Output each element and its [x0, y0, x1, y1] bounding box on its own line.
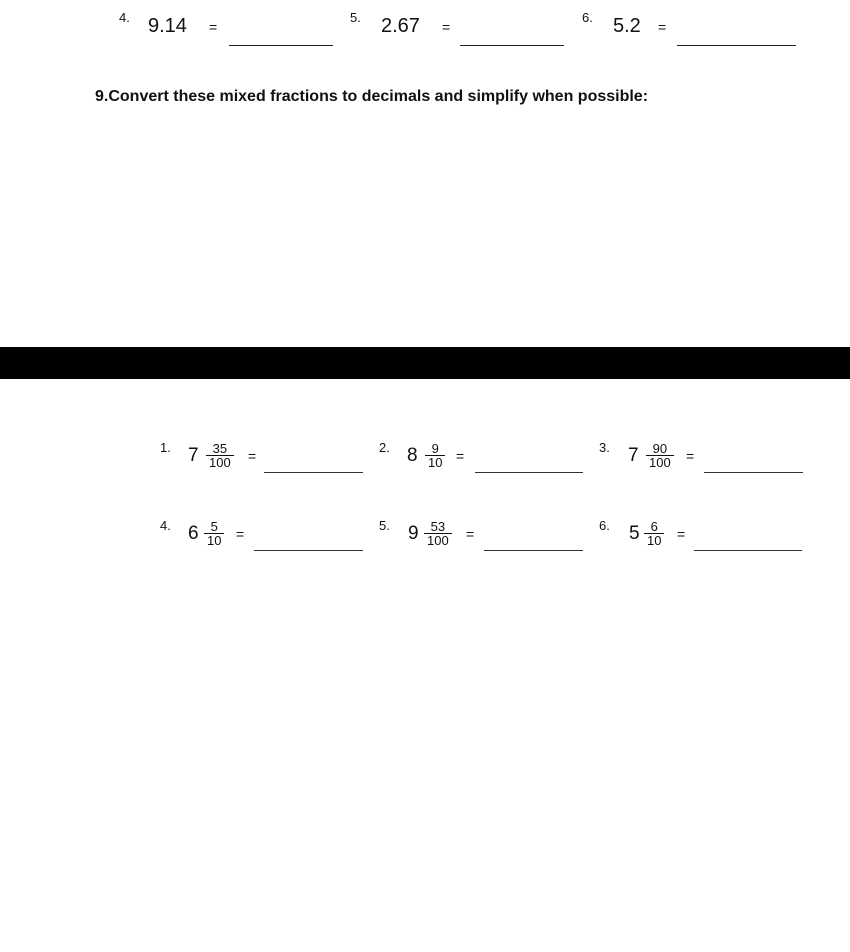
- item-number: 6.: [582, 10, 593, 25]
- denominator: 100: [206, 455, 234, 469]
- whole-part: 7: [188, 445, 199, 466]
- equals-sign: =: [209, 19, 218, 35]
- equals-sign: =: [658, 19, 667, 35]
- fraction: [425, 442, 445, 469]
- item-number: 2.: [379, 440, 390, 455]
- fraction: [644, 520, 664, 547]
- denominator: 10: [204, 533, 224, 547]
- whole-part: 7: [628, 445, 639, 466]
- numerator: 5: [210, 519, 218, 534]
- answer-blank[interactable]: [460, 45, 564, 46]
- answer-blank[interactable]: [229, 45, 333, 46]
- fraction: [204, 520, 224, 547]
- equals-sign: =: [236, 526, 245, 542]
- equals-sign: =: [466, 526, 475, 542]
- answer-blank[interactable]: [677, 45, 796, 46]
- equals-sign: =: [456, 448, 465, 464]
- answer-blank[interactable]: [694, 550, 802, 551]
- equals-sign: =: [442, 19, 451, 35]
- item-number: 5.: [379, 518, 390, 533]
- decimal-value: 9.14: [148, 15, 187, 37]
- question-heading: 9.Convert these mixed fractions to decimals and simplify when possible:: [95, 88, 649, 105]
- numerator: 53: [430, 519, 446, 534]
- denominator: 10: [644, 533, 664, 547]
- black-divider-bar: [0, 347, 850, 379]
- denominator: 100: [424, 533, 452, 547]
- answer-blank[interactable]: [704, 472, 803, 473]
- decimal-value: 2.67: [381, 15, 420, 37]
- equals-sign: =: [248, 448, 257, 464]
- item-number: 5.: [350, 10, 361, 25]
- numerator: 9: [431, 441, 439, 456]
- equals-sign: =: [677, 526, 686, 542]
- whole-part: 5: [629, 523, 640, 544]
- item-number: 4.: [160, 518, 171, 533]
- decimal-value: 5.2: [613, 15, 641, 37]
- numerator: 6: [650, 519, 658, 534]
- numerator: 90: [652, 441, 668, 456]
- item-number: 3.: [599, 440, 610, 455]
- whole-part: 6: [188, 523, 199, 544]
- fraction: [646, 442, 674, 469]
- item-number: 4.: [119, 10, 130, 25]
- denominator: 10: [425, 455, 445, 469]
- answer-blank[interactable]: [264, 472, 363, 473]
- item-number: 6.: [599, 518, 610, 533]
- equals-sign: =: [686, 448, 695, 464]
- numerator: 35: [212, 441, 228, 456]
- answer-blank[interactable]: [484, 550, 583, 551]
- fraction: [206, 442, 234, 469]
- item-number: 1.: [160, 440, 171, 455]
- whole-part: 8: [407, 445, 418, 466]
- answer-blank[interactable]: [475, 472, 583, 473]
- whole-part: 9: [408, 523, 419, 544]
- denominator: 100: [646, 455, 674, 469]
- answer-blank[interactable]: [254, 550, 363, 551]
- fraction: [424, 520, 452, 547]
